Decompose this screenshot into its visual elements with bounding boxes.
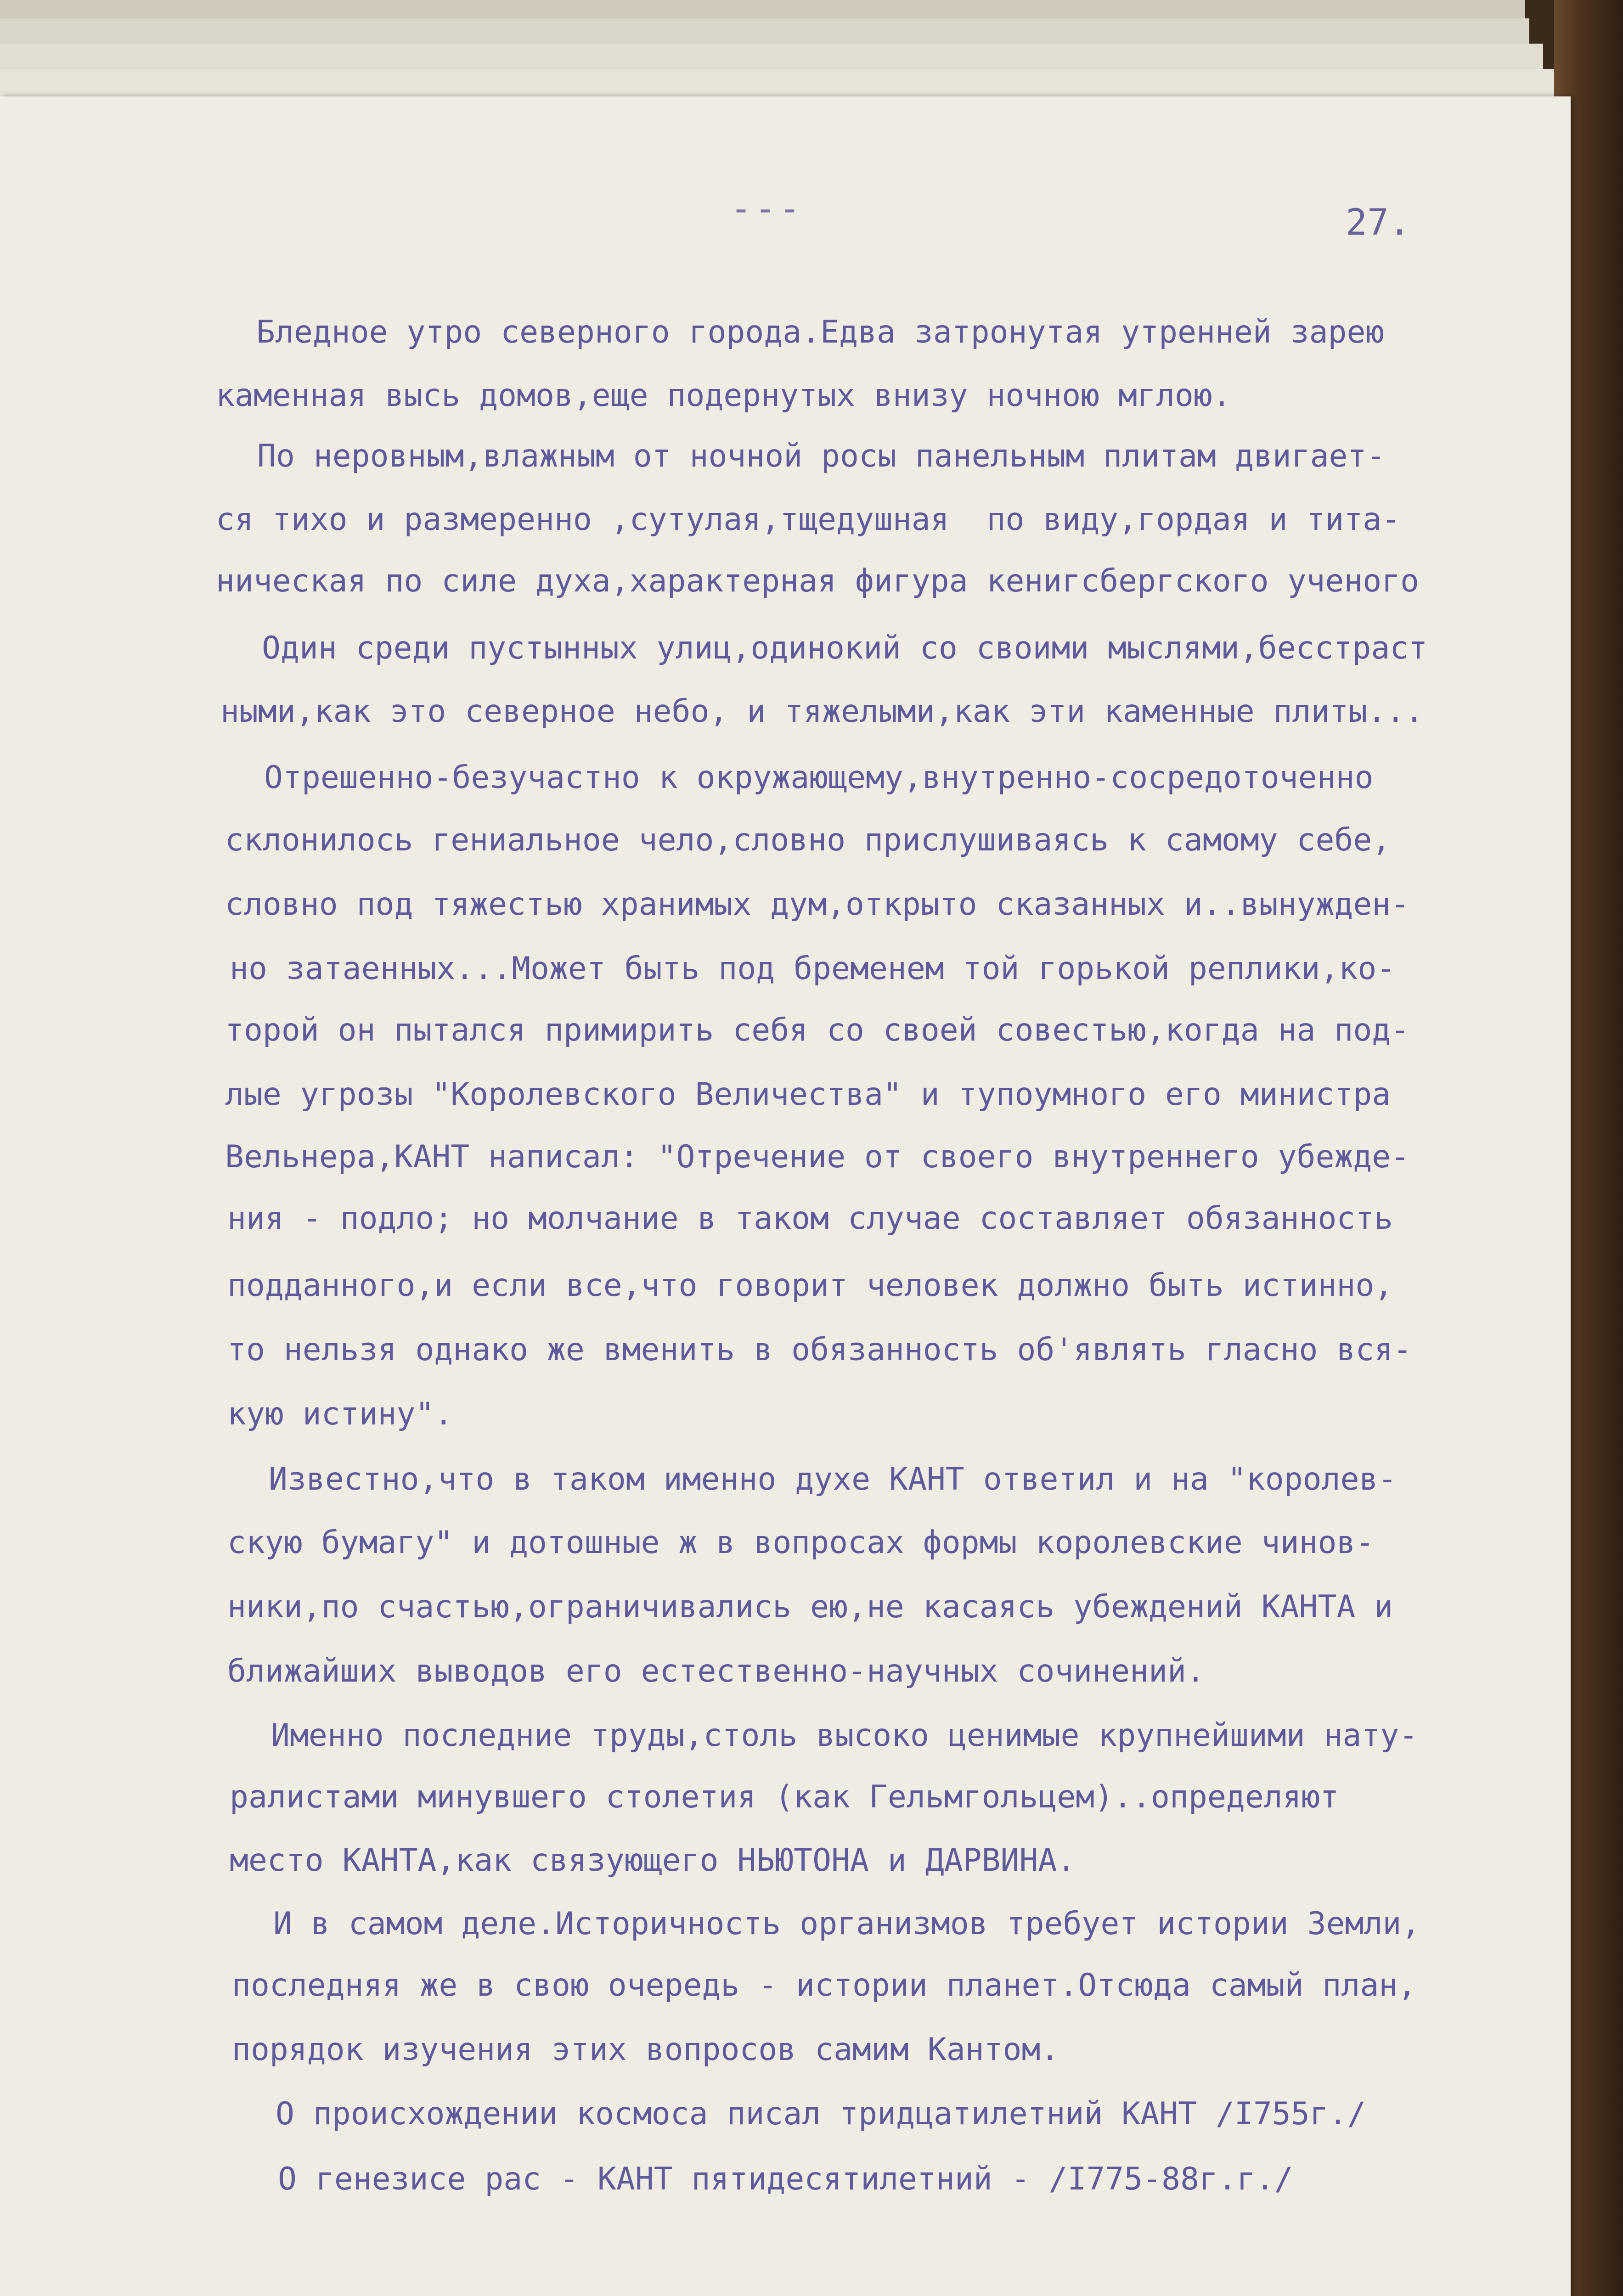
text-line: О происхождении космоса писал тридцатилетний КАНТ /I755г./ bbox=[276, 2096, 1366, 2132]
text-line: О генезисе рас - КАНТ пятидесятилетний - /I775-88г.г./ bbox=[278, 2161, 1293, 2197]
text-line: склонилось гениальное чело,словно прислушиваясь к самому себе, bbox=[225, 822, 1391, 858]
text-line: Бледное утро северного города.Едва затронутая утренней зарею bbox=[256, 314, 1385, 350]
text-line: лые угрозы "Королевского Величества" и тупоумного его министра bbox=[225, 1076, 1391, 1113]
text-line: ближайших выводов его естественно-научных сочинений. bbox=[227, 1653, 1205, 1689]
text-line: Отрешенно-безучастно к окружающему,внутренно-сосредоточенно bbox=[264, 760, 1374, 796]
text-line: кую истину". bbox=[227, 1396, 453, 1432]
text-line: подданного,и если все,что говорит человек должно быть истинно, bbox=[227, 1267, 1393, 1304]
text-line: Вельнера,КАНТ написал: "Отречение от своего внутреннего убежде- bbox=[225, 1139, 1410, 1175]
text-line: каменная высь домов,еще подернутых внизу ночною мглою. bbox=[216, 377, 1231, 414]
text-line: то нельзя однако же вменить в обязанность об'являть гласно вся- bbox=[227, 1332, 1412, 1368]
text-line: скую бумагу" и дотошные ж в вопросах формы королевские чинов- bbox=[227, 1525, 1375, 1561]
text-line: торой он пытался примирить себя со своей совестью,когда на под- bbox=[225, 1012, 1410, 1048]
text-line: словно под тяжестью хранимых дум,открыто сказанных и..вынужден- bbox=[225, 886, 1410, 923]
text-line: Известно,что в таком именно духе КАНТ ответил и на "королев- bbox=[269, 1461, 1397, 1497]
text-line: ния - подло; но молчание в таком случае составляет обязанность bbox=[227, 1200, 1393, 1237]
page-number: 27. bbox=[1346, 202, 1410, 243]
text-line: Один среди пустынных улиц,одинокий со своими мыслями,бесстраст bbox=[262, 630, 1428, 666]
text-line: ся тихо и размеренно ,сутулая,тщедушная по виду,гордая и тита- bbox=[216, 501, 1401, 538]
text-line: Именно последние труды,столь высоко ценимые крупнейшими нату- bbox=[271, 1717, 1418, 1754]
text-line: ралистами минувшего столетия (как Гельмгольцем)..определяют bbox=[230, 1779, 1339, 1815]
text-line: последняя же в свою очередь - истории планет.Отсюда самый план, bbox=[232, 1967, 1417, 2003]
header-dash: --- bbox=[730, 188, 803, 230]
text-line: но затаенных...Может быть под бременем той горькой реплики,ко- bbox=[230, 951, 1396, 987]
text-line: И в самом деле.Историчность организмов требует истории Земли, bbox=[273, 1906, 1420, 1942]
text-line: По неровным,влажным от ночной росы панельным плитам двигает- bbox=[257, 438, 1386, 474]
text-line: ными,как это северное небо, и тяжелыми,как эти каменные плиты... bbox=[220, 693, 1424, 730]
text-line: порядок изучения этих вопросов самим Кантом. bbox=[232, 2032, 1059, 2068]
text-line: место КАНТА,как связующего НЬЮТОНА и ДАРВИНА. bbox=[230, 1842, 1076, 1879]
text-line: ники,по счастью,ограничивались ею,не касаясь убеждений КАНТА и bbox=[227, 1589, 1393, 1625]
text-line: ническая по силе духа,характерная фигура кенигсбергского ученого bbox=[216, 563, 1420, 599]
